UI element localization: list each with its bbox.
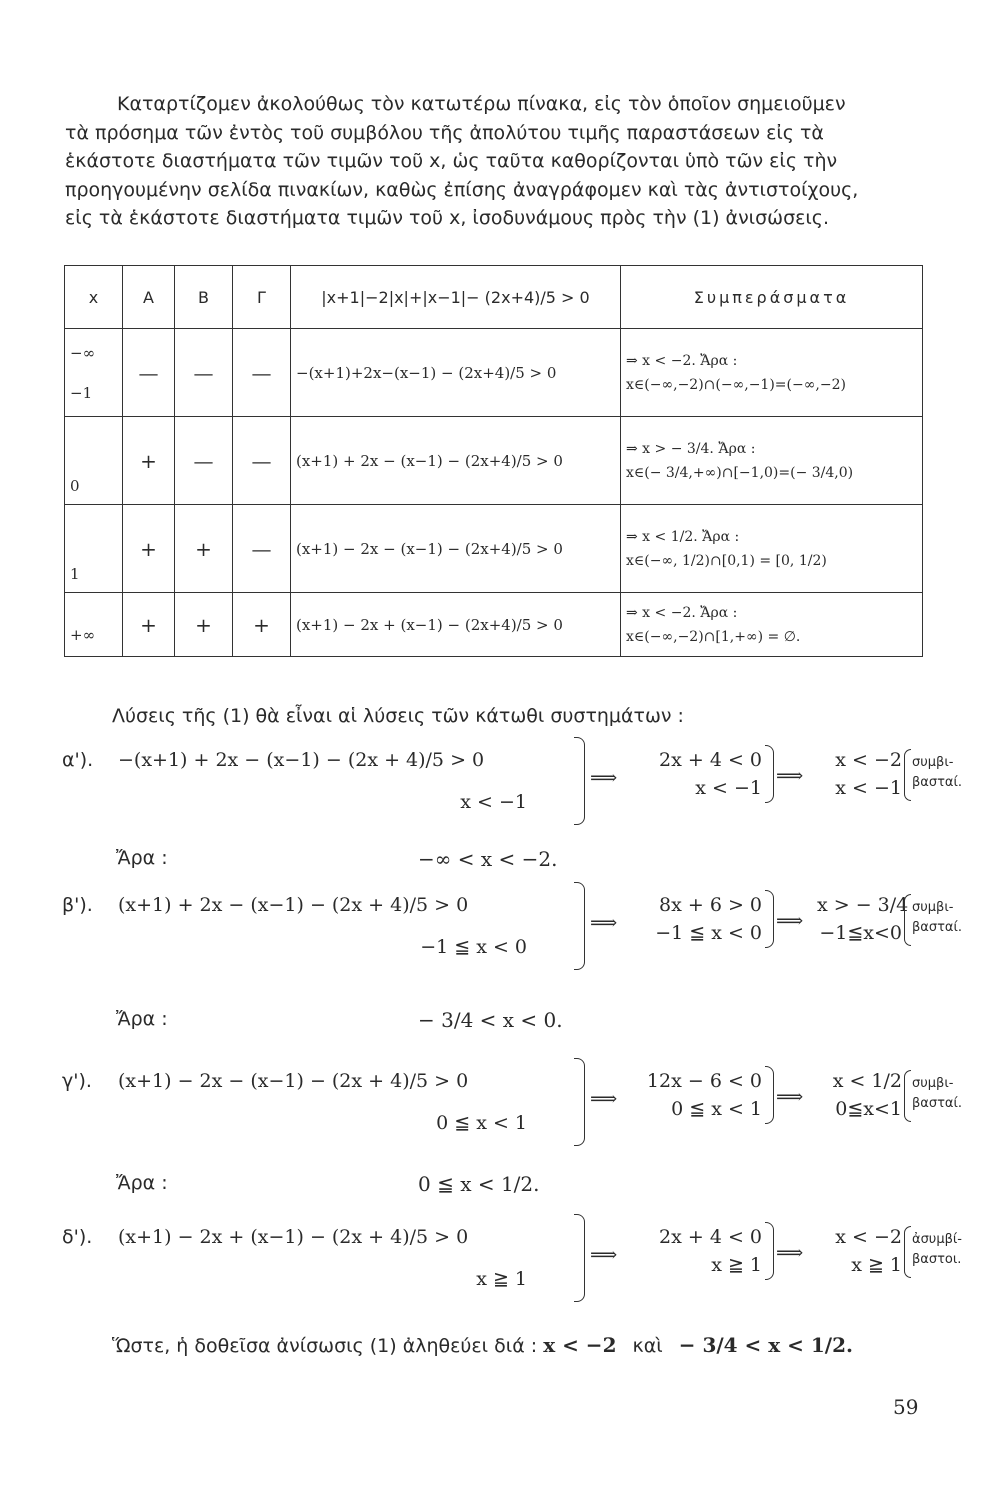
intro-line: Καταρτίζομεν ἀκολούθως τὸν κατωτέρω πίνακα, εἰς τὸν ὁποῖον σημειοῦμεν [117,93,846,115]
conclusion-line: ⇒ x < 1/2. Ἄρα : [626,528,740,545]
system-alpha [62,735,963,835]
final-inequality-2: −1≦x<0 [819,922,902,944]
header-a: A [123,266,175,329]
intro-line: εἰς τὰ ἑκάστοτε διαστήματα τιμῶν τοῦ x, ἰσοδυνάμους πρὸς τὴν (1) ἀνισώσεις. [65,207,829,229]
x-value: +∞ [70,625,96,644]
expression-cell: (x+1) + 2x − (x−1) − (2x+4)/5 > 0 [291,417,621,505]
reduced-inequality-1: 8x + 6 > 0 [659,894,762,916]
compatibility-note: ἀσυμβί-βαστοι. [912,1232,962,1267]
implies-arrow-icon: ⟹ [776,765,804,787]
system-label: β'). [62,894,93,916]
right-brace [574,882,585,970]
system-inequality-1: (x+1) − 2x + (x−1) − (2x + 4)/5 > 0 [118,1226,469,1248]
reduced-inequality-2: −1 ≦ x < 0 [655,922,762,944]
header-x: x [65,266,123,329]
x-value: −1 [70,383,93,402]
table-row [65,593,923,657]
compatibility-note: συμβι-βασταί. [912,755,963,790]
sign-a: + [123,505,175,593]
final-inequality-2: 0≦x<1 [835,1098,902,1120]
system-inequality-2: x < −1 [460,791,527,813]
intro-line: ἑκάστοτε διαστήματα τῶν τιμῶν τοῦ x, ὡς ταῦτα καθορίζονται ὑπὸ τῶν εἰς τὴν [65,150,838,172]
table-row [65,329,923,417]
final-inequality-1: x > − 3/4 [817,894,909,916]
therefore-label: Ἄρα : [116,847,168,869]
header-conclusions: Συμπεράσματα [621,266,923,329]
reduced-inequality-2: x ≧ 1 [711,1254,762,1276]
expression-cell: −(x+1)+2x−(x−1) − (2x+4)/5 > 0 [291,329,621,417]
x-value: −∞ [70,343,96,362]
final-solution-2: − 3/4 < x < 1/2. [678,1333,853,1357]
final-prefix: Ὥστε, ἡ δοθεῖσα ἀνίσωσις (1) ἀληθεύει διά : [112,1335,538,1357]
therefore-label: Ἄρα : [116,1008,168,1030]
intro-line: τὰ πρόσημα τῶν ἐντὸς τοῦ συμβόλου τῆς ἀπολύτου τιμῆς παραστάσεων εἰς τὰ [65,121,824,144]
right-brace [765,1066,774,1124]
compatibility-note: συμβι-βασταί. [912,1076,963,1111]
right-brace [904,1226,911,1278]
right-brace [574,737,585,825]
implies-arrow-icon: ⟹ [590,767,618,789]
sign-table [64,265,923,657]
final-solution-1: x < −2 [543,1333,617,1357]
expression-cell: (x+1) − 2x + (x−1) − (2x+4)/5 > 0 [291,593,621,657]
sign-b: + [175,593,233,657]
intro-line: προηγουμένην σελίδα πινακίων, καθὼς ἐπίσης ἀναγράφομεν καὶ τὰς ἀντιστοίχους, [65,178,859,201]
final-and: καὶ [632,1335,663,1357]
final-inequality-1: x < −2 [835,1226,902,1248]
header-expression: |x+1|−2|x|+|x−1|− (2x+4)/5 > 0 [291,266,621,329]
sign-b: — [175,329,233,417]
sign-g: — [233,329,291,417]
right-brace [765,745,774,803]
x-interval-cell [65,329,123,417]
sign-g: + [233,593,291,657]
implies-arrow-icon: ⟹ [776,1086,804,1108]
system-label: γ'). [62,1070,92,1092]
implies-arrow-icon: ⟹ [590,1244,618,1266]
conclusion-cell [621,593,923,657]
sign-b: + [175,505,233,593]
conclusion-line: x∈(− 3/4,+∞)∩[−1,0)=(− 3/4,0) [626,464,854,481]
system-result: − 3/4 < x < 0. [418,1008,563,1032]
therefore-label: Ἄρα : [116,1172,168,1194]
header-g: Γ [233,266,291,329]
x-interval-cell [65,417,123,505]
system-delta [62,1212,962,1312]
solutions-heading: Λύσεις τῆς (1) θὰ εἶναι αἱ λύσεις τῶν κάτωθι συστημάτων : [112,705,684,727]
compatibility-note: συμβι-βασταί. [912,900,963,935]
system-inequality-2: 0 ≦ x < 1 [436,1112,527,1134]
reduced-inequality-1: 2x + 4 < 0 [659,749,762,771]
system-inequality-1: (x+1) − 2x − (x−1) − (2x + 4)/5 > 0 [118,1070,469,1092]
reduced-inequality-2: x < −1 [695,777,762,799]
right-brace [904,1070,911,1122]
implies-arrow-icon: ⟹ [776,1242,804,1264]
sign-a: + [123,593,175,657]
right-brace [765,1222,774,1280]
final-inequality-1: x < 1/2 [832,1070,902,1092]
system-result: 0 ≦ x < 1/2. [418,1172,540,1196]
conclusion-line: ⇒ x < −2. Ἄρα : [626,604,738,621]
x-value: 1 [70,564,80,583]
x-interval-cell [65,593,123,657]
sign-g: — [233,505,291,593]
right-brace [574,1214,585,1302]
right-brace [574,1058,585,1146]
intro-paragraph [65,90,935,233]
reduced-inequality-1: 2x + 4 < 0 [659,1226,762,1248]
sign-a: + [123,417,175,505]
conclusion-cell [621,505,923,593]
x-interval-cell [65,505,123,593]
system-label: δ'). [62,1226,93,1248]
system-label: α'). [62,749,94,771]
system-result: −∞ < x < −2. [418,847,558,871]
right-brace [904,749,911,801]
final-conclusion [112,1333,853,1357]
implies-arrow-icon: ⟹ [776,910,804,932]
page-number: 59 [893,1395,919,1419]
system-inequality-2: −1 ≦ x < 0 [420,936,527,958]
final-inequality-1: x < −2 [835,749,902,771]
system-inequality-2: x ≧ 1 [476,1268,527,1290]
conclusion-line: x∈(−∞, 1/2)∩[0,1) = [0, 1/2) [626,552,827,569]
final-inequality-2: x ≧ 1 [851,1254,902,1276]
implies-arrow-icon: ⟹ [590,1088,618,1110]
expression-cell: (x+1) − 2x − (x−1) − (2x+4)/5 > 0 [291,505,621,593]
table-row [65,417,923,505]
table-header-row [65,266,923,329]
x-value: 0 [70,476,80,495]
system-inequality-1: −(x+1) + 2x − (x−1) − (2x + 4)/5 > 0 [118,749,485,771]
reduced-inequality-2: 0 ≦ x < 1 [671,1098,762,1120]
conclusion-cell [621,329,923,417]
conclusion-line: ⇒ x < −2. Ἄρα : [626,352,738,369]
conclusion-line: x∈(−∞,−2)∩[1,+∞) = ∅. [626,628,801,645]
sign-b: — [175,417,233,505]
right-brace [904,894,911,946]
reduced-inequality-1: 12x − 6 < 0 [646,1070,762,1092]
implies-arrow-icon: ⟹ [590,912,618,934]
conclusion-cell [621,417,923,505]
final-inequality-2: x < −1 [835,777,902,799]
header-b: B [175,266,233,329]
system-beta [62,880,963,980]
sign-g: — [233,417,291,505]
table-row [65,505,923,593]
conclusion-line: ⇒ x > − 3/4. Ἄρα : [626,440,756,457]
right-brace [765,890,774,948]
system-inequality-1: (x+1) + 2x − (x−1) − (2x + 4)/5 > 0 [118,894,469,916]
conclusion-line: x∈(−∞,−2)∩(−∞,−1)=(−∞,−2) [626,376,846,393]
system-gamma [62,1056,963,1156]
sign-a: — [123,329,175,417]
